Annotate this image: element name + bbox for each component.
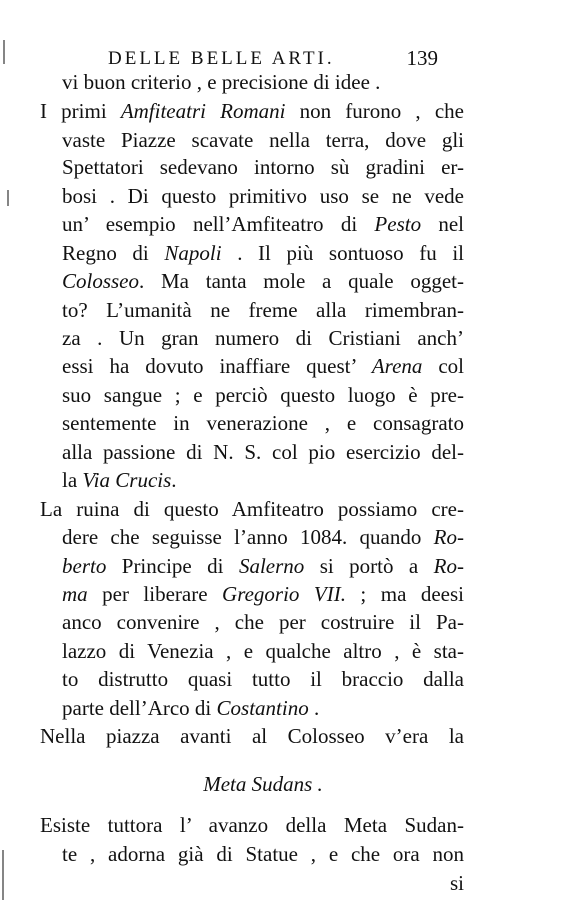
text-line: sentemente in venerazione , e consagrato	[62, 411, 464, 435]
text-line: Esiste tuttora l’ avanzo della Meta Sudan-	[40, 813, 464, 837]
text-line: parte dell’Arco di Costantino .	[62, 696, 320, 720]
text-line: to distrutto quasi tutto il braccio dalla	[62, 667, 464, 691]
text-line: Nella piazza avanti al Colosseo v’era la	[40, 724, 464, 748]
text-line: dere che seguisse l’anno 1084. quando Ro-	[62, 525, 464, 549]
text-line: La ruina di questo Amfiteatro possiamo cre-	[40, 497, 464, 521]
header-title: DELLE BELLE ARTI.	[108, 48, 335, 69]
text-line: te , adorna già di Statue , e che ora non	[62, 842, 464, 866]
text-line: bosi . Di questo primitivo uso se ne vede	[62, 184, 464, 208]
text-line: alla passione di N. S. col pio esercizio del-	[62, 440, 464, 464]
text-line: suo sangue ; e perciò questo luogo è pre-	[62, 383, 464, 407]
text-line: berto Principe di Salerno si portò a Ro-	[62, 554, 464, 578]
text-line: za . Un gran numero di Cristiani anch’	[62, 326, 464, 350]
text-line: I primi Amfiteatri Romani non furono , che	[40, 99, 464, 123]
page-number: 139	[406, 46, 438, 70]
text-line: vi buon criterio , e precisione di idee .	[62, 70, 381, 94]
text-line: un’ esempio nell’Amfiteatro di Pesto nel	[62, 212, 464, 236]
text-line: vaste Piazze scavate nella terra, dove gli	[62, 128, 464, 152]
catchword: si	[449, 871, 464, 895]
text-line: Spettatori sedevano intorno sù gradini er-	[62, 155, 464, 179]
text-line: anco convenire , che per costruire il Pa-	[62, 610, 464, 634]
text-line: essi ha dovuto inaffiare quest’ Arena col	[62, 354, 465, 378]
text-line: Regno di Napoli . Il più sontuoso fu il	[62, 241, 464, 265]
text-line: lazzo di Venezia , e qualche altro , è sta-	[62, 639, 464, 663]
section-heading: Meta Sudans .	[203, 772, 323, 796]
text-line: Colosseo. Ma tanta mole a quale ogget-	[62, 269, 464, 293]
text-line: la Via Crucis.	[62, 468, 177, 492]
text-line: ma per liberare Gregorio VII. ; ma deesi	[62, 582, 465, 606]
text-line: to? L’umanità ne freme alla rimembran-	[62, 298, 464, 322]
